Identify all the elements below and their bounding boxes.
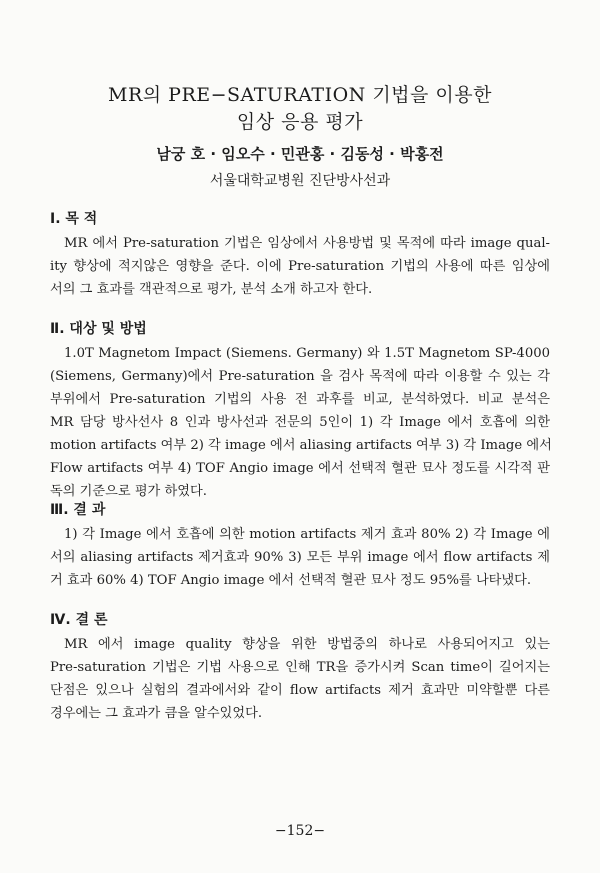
text-line: 1.0T Magnetom Impact (Siemens. Germany) 와 1.5T Magnetom SP-4000: [64, 346, 550, 361]
text-line: MR 담당 방사선사 8 인과 방사선과 전문의 5인이 1) 각 Image 에서 호흡에 의한: [50, 415, 550, 430]
title-line-2: 임상 응용 평가: [236, 111, 364, 133]
affiliation: 서울대학교병원 진단방사선과: [209, 173, 391, 189]
text-line: ity 향상에 적지않은 영향을 준다. 이에 Pre-saturation 기법의 사용에 따른 임상에: [50, 259, 550, 274]
page-number: −152−: [274, 823, 326, 839]
text-line: MR 에서 Pre-saturation 기법은 임상에서 사용방법 및 목적에 따라 image qual-: [64, 236, 550, 251]
section-heading: Ⅱ. 대상 및 방법: [50, 321, 147, 337]
text-line: 독의 기준으로 평가 하였다.: [50, 484, 207, 499]
section-purpose: [50, 208, 550, 301]
section-methods: [50, 318, 550, 503]
title-line-1: MR의 PRE−SATURATION 기법을 이용한: [108, 84, 492, 106]
text-line: motion artifacts 여부 2) 각 image 에서 aliasing artifacts 여부 3) 각 Image 에서: [50, 438, 552, 453]
text-line: 경우에는 그 효과가 큼을 알수있었다.: [50, 706, 263, 721]
section-heading: Ⅲ. 결 과: [50, 502, 106, 518]
section-results: [50, 499, 550, 592]
text-line: Flow artifacts 여부 4) TOF Angio image 에서 선택적 혈관 묘사 정도를 시각적 판: [50, 461, 550, 476]
section-conclusion: [50, 609, 550, 725]
text-line: Pre-saturation 기법은 기법 사용으로 인해 TR을 증가시켜 Scan time이 길어지는: [50, 660, 550, 675]
section-heading: Ⅳ. 결 론: [50, 612, 108, 628]
text-line: 거 효과 60% 4) TOF Angio image 에서 선택적 혈관 묘사 정도 95%를 나타냈다.: [50, 573, 532, 588]
text-line: 부위에서 Pre-saturation 기법의 사용 전 과후를 비교, 분석하였다. 비교 분석은: [50, 392, 550, 407]
text-line: MR 에서 image quality 향상을 위한 방법중의 하나로 사용되어지고 있는: [64, 637, 550, 652]
author-list: 남궁 호 · 임오수 · 민관홍 · 김동성 · 박홍전: [156, 145, 444, 163]
text-line: 서의 aliasing artifacts 제거효과 90% 3) 모든 부위 image 에서 flow artifacts 제: [50, 550, 550, 565]
text-line: 서의 그 효과를 객관적으로 평가, 분석 소개 하고자 한다.: [50, 282, 373, 297]
section-heading: Ⅰ. 목 적: [50, 211, 98, 227]
text-line: (Siemens, Germany)에서 Pre-saturation 을 검사 목적에 따라 이용할 수 있는 각: [50, 369, 550, 384]
text-line: 1) 각 Image 에서 호흡에 의한 motion artifacts 제거 효과 80% 2) 각 Image 에: [64, 527, 550, 542]
text-line: 단점은 있으나 실험의 결과에서와 같이 flow artifacts 제거 효과만 미약할뿐 다른: [50, 683, 550, 698]
